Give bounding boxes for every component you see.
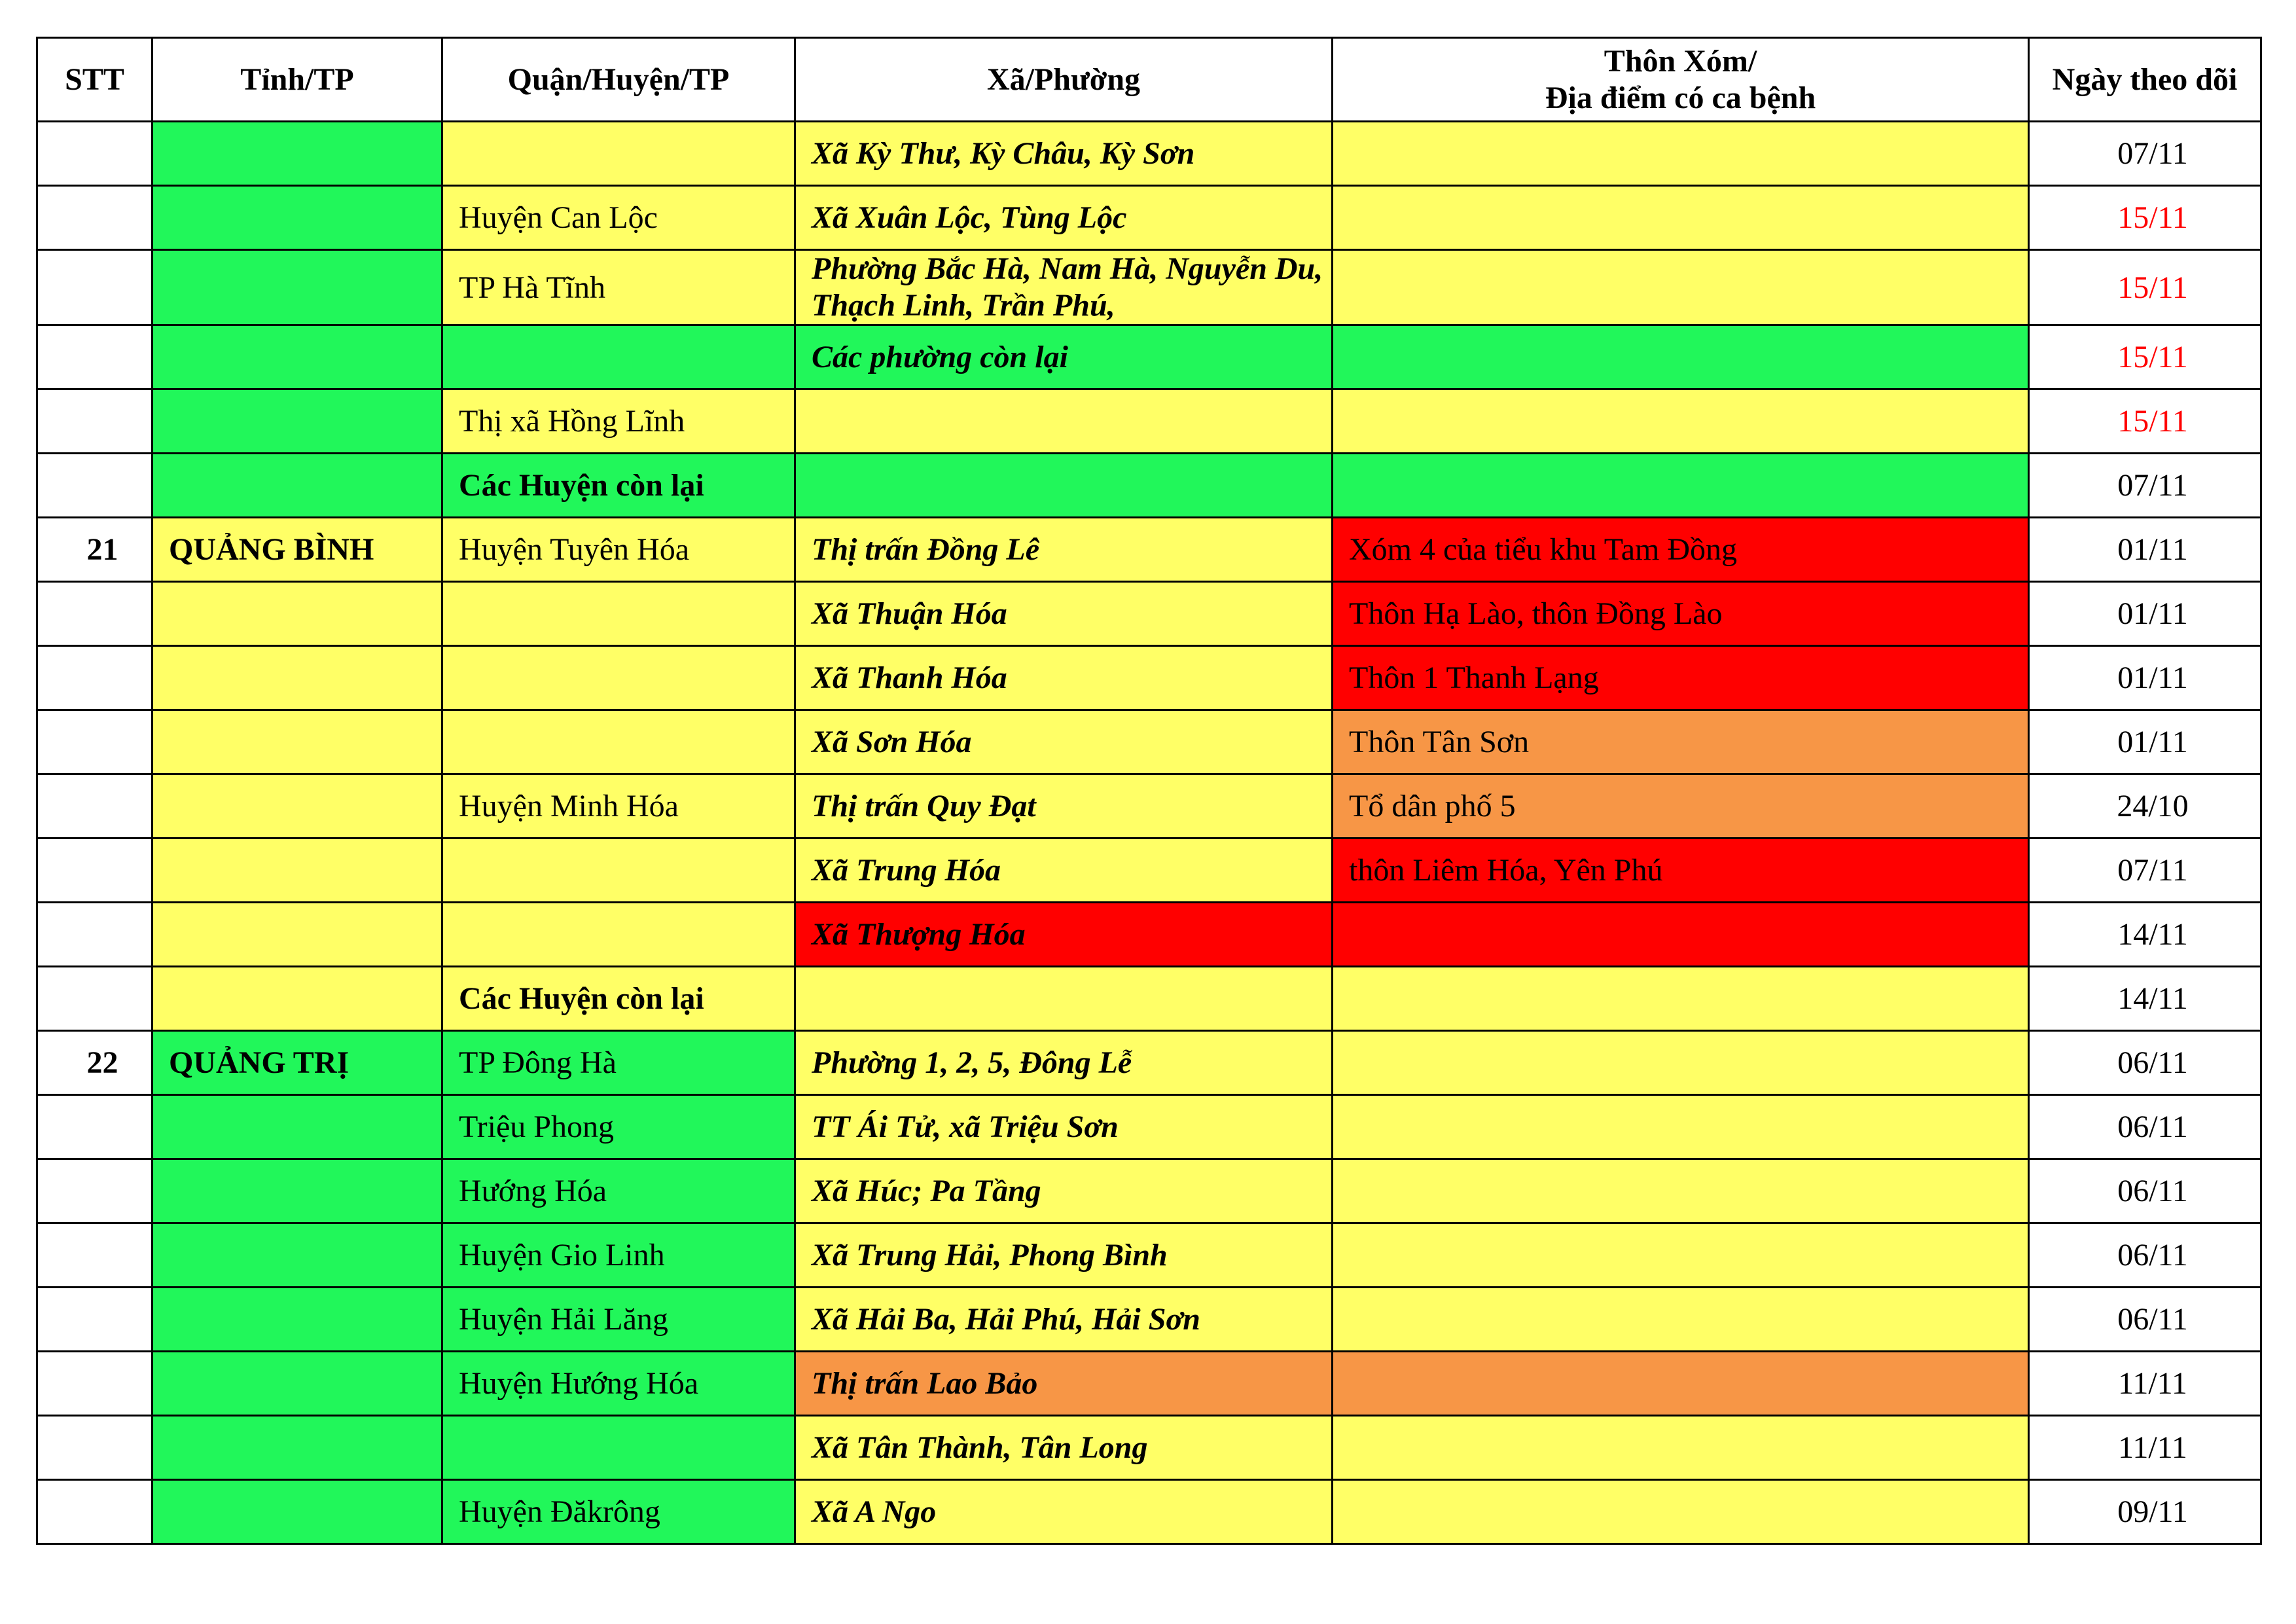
cell-province (152, 122, 442, 186)
cell-hamlet (1333, 1095, 2029, 1159)
cell-stt (37, 186, 152, 250)
cell-hamlet (1333, 122, 2029, 186)
cell-stt (37, 122, 152, 186)
cell-district (442, 903, 795, 967)
cell-hamlet (1333, 1352, 2029, 1416)
cell-province (152, 774, 442, 839)
cell-province (152, 1352, 442, 1416)
cell-stt (37, 250, 152, 325)
cell-ward: Thị trấn Đồng Lê (795, 518, 1333, 582)
cell-hamlet: Thôn Tân Sơn (1333, 710, 2029, 774)
table-row (37, 186, 2261, 250)
cell-district (442, 1416, 795, 1480)
cell-district (442, 646, 795, 710)
cell-stt (37, 1288, 152, 1352)
cell-ward: Xã Tân Thành, Tân Long (795, 1416, 1333, 1480)
cell-date: 15/11 (2029, 389, 2261, 454)
table-row (37, 582, 2261, 646)
cell-district: Huyện Can Lộc (442, 186, 795, 250)
cell-stt (37, 646, 152, 710)
cell-date: 07/11 (2029, 839, 2261, 903)
cell-date: 11/11 (2029, 1416, 2261, 1480)
cell-province (152, 582, 442, 646)
cell-stt (37, 1480, 152, 1544)
cell-ward: Các phường còn lại (795, 325, 1333, 389)
cell-province (152, 389, 442, 454)
cell-stt (37, 1352, 152, 1416)
cell-hamlet (1333, 1480, 2029, 1544)
cell-ward: Phường Bắc Hà, Nam Hà, Nguyễn Du, Thạch Linh, Trần Phú, (795, 250, 1333, 325)
cell-province (152, 186, 442, 250)
table-row (37, 1159, 2261, 1223)
cell-date: 06/11 (2029, 1031, 2261, 1095)
cell-ward: Xã Xuân Lộc, Tùng Lộc (795, 186, 1333, 250)
cell-stt (37, 389, 152, 454)
cell-district: Huyện Minh Hóa (442, 774, 795, 839)
cell-date: 09/11 (2029, 1480, 2261, 1544)
cell-stt (37, 1095, 152, 1159)
cell-hamlet: Tổ dân phố 5 (1333, 774, 2029, 839)
cell-stt: 21 (37, 518, 152, 582)
cell-hamlet (1333, 454, 2029, 518)
cell-stt (37, 1223, 152, 1288)
cell-province (152, 1480, 442, 1544)
cell-ward (795, 967, 1333, 1031)
cell-district: Hướng Hóa (442, 1159, 795, 1223)
cell-district: Các Huyện còn lại (442, 454, 795, 518)
table-row (37, 1352, 2261, 1416)
cell-district (442, 582, 795, 646)
cell-ward: Xã Sơn Hóa (795, 710, 1333, 774)
cell-hamlet (1333, 389, 2029, 454)
cell-hamlet (1333, 1416, 2029, 1480)
cell-province (152, 710, 442, 774)
cell-province (152, 250, 442, 325)
header-hamlet-line2: Địa điểm có ca bệnh (1545, 80, 1816, 115)
table-row (37, 1031, 2261, 1095)
cell-province (152, 325, 442, 389)
cell-district: Huyện Gio Linh (442, 1223, 795, 1288)
cell-hamlet: thôn Liêm Hóa, Yên Phú (1333, 839, 2029, 903)
header-date: Ngày theo dõi (2029, 38, 2261, 122)
cell-district: TP Đông Hà (442, 1031, 795, 1095)
cell-province (152, 1223, 442, 1288)
cell-province: QUẢNG TRỊ (152, 1031, 442, 1095)
table-row (37, 774, 2261, 839)
cell-ward: Xã Trung Hải, Phong Bình (795, 1223, 1333, 1288)
cell-ward: TT Ái Tử, xã Triệu Sơn (795, 1095, 1333, 1159)
cell-province (152, 1288, 442, 1352)
header-district: Quận/Huyện/TP (442, 38, 795, 122)
cell-province (152, 903, 442, 967)
cell-hamlet: Thôn Hạ Lào, thôn Đồng Lào (1333, 582, 2029, 646)
cell-district: TP Hà Tĩnh (442, 250, 795, 325)
cell-stt (37, 903, 152, 967)
cell-date: 06/11 (2029, 1223, 2261, 1288)
cell-date: 07/11 (2029, 122, 2261, 186)
cell-district (442, 325, 795, 389)
cell-stt (37, 1159, 152, 1223)
table-row (37, 325, 2261, 389)
header-row (37, 38, 2261, 122)
cell-district: Huyện Hải Lăng (442, 1288, 795, 1352)
cell-stt (37, 774, 152, 839)
cell-hamlet (1333, 325, 2029, 389)
cell-province: QUẢNG BÌNH (152, 518, 442, 582)
cell-stt (37, 454, 152, 518)
cell-date: 06/11 (2029, 1095, 2261, 1159)
cell-date: 06/11 (2029, 1288, 2261, 1352)
cell-date: 01/11 (2029, 582, 2261, 646)
cell-district (442, 122, 795, 186)
cell-ward: Xã Trung Hóa (795, 839, 1333, 903)
cell-province (152, 839, 442, 903)
cell-date: 11/11 (2029, 1352, 2261, 1416)
cell-stt (37, 325, 152, 389)
cell-hamlet (1333, 1031, 2029, 1095)
cell-province (152, 454, 442, 518)
cell-ward: Phường 1, 2, 5, Đông Lễ (795, 1031, 1333, 1095)
cell-date: 15/11 (2029, 186, 2261, 250)
cell-district: Các Huyện còn lại (442, 967, 795, 1031)
cell-district: Huyện Tuyên Hóa (442, 518, 795, 582)
cell-date: 14/11 (2029, 967, 2261, 1031)
table-row (37, 1480, 2261, 1544)
cell-ward: Xã Thượng Hóa (795, 903, 1333, 967)
cell-district (442, 710, 795, 774)
cell-date: 07/11 (2029, 454, 2261, 518)
cell-province (152, 967, 442, 1031)
header-province: Tỉnh/TP (152, 38, 442, 122)
risk-level-table (36, 37, 2262, 1545)
cell-hamlet (1333, 1159, 2029, 1223)
cell-ward: Xã Thuận Hóa (795, 582, 1333, 646)
cell-ward: Thị trấn Lao Bảo (795, 1352, 1333, 1416)
table-row (37, 1095, 2261, 1159)
table-row (37, 518, 2261, 582)
cell-hamlet (1333, 1223, 2029, 1288)
cell-ward: Xã Thanh Hóa (795, 646, 1333, 710)
cell-district: Huyện Hướng Hóa (442, 1352, 795, 1416)
table-row (37, 122, 2261, 186)
cell-stt (37, 710, 152, 774)
cell-date: 01/11 (2029, 710, 2261, 774)
cell-date: 15/11 (2029, 325, 2261, 389)
cell-district: Thị xã Hồng Lĩnh (442, 389, 795, 454)
cell-stt: 22 (37, 1031, 152, 1095)
table-row (37, 454, 2261, 518)
header-hamlet-line1: Thôn Xóm/ (1604, 43, 1757, 79)
table-row (37, 967, 2261, 1031)
cell-stt (37, 1416, 152, 1480)
cell-ward (795, 454, 1333, 518)
cell-ward (795, 389, 1333, 454)
table-row (37, 1416, 2261, 1480)
table-row (37, 250, 2261, 325)
cell-ward: Thị trấn Quy Đạt (795, 774, 1333, 839)
cell-hamlet: Thôn 1 Thanh Lạng (1333, 646, 2029, 710)
cell-date: 15/11 (2029, 250, 2261, 325)
cell-stt (37, 967, 152, 1031)
cell-hamlet (1333, 903, 2029, 967)
cell-date: 14/11 (2029, 903, 2261, 967)
table-row (37, 646, 2261, 710)
table-row (37, 1223, 2261, 1288)
cell-hamlet (1333, 250, 2029, 325)
header-stt: STT (37, 38, 152, 122)
table-row (37, 389, 2261, 454)
cell-hamlet (1333, 967, 2029, 1031)
cell-ward: Xã A Ngo (795, 1480, 1333, 1544)
cell-district: Triệu Phong (442, 1095, 795, 1159)
cell-province (152, 1416, 442, 1480)
cell-ward: Xã Kỳ Thư, Kỳ Châu, Kỳ Sơn (795, 122, 1333, 186)
cell-date: 24/10 (2029, 774, 2261, 839)
cell-district: Huyện Đăkrông (442, 1480, 795, 1544)
table-row (37, 903, 2261, 967)
cell-ward: Xã Húc; Pa Tầng (795, 1159, 1333, 1223)
cell-hamlet (1333, 186, 2029, 250)
cell-hamlet: Xóm 4 của tiểu khu Tam Đồng (1333, 518, 2029, 582)
cell-date: 01/11 (2029, 646, 2261, 710)
cell-stt (37, 582, 152, 646)
cell-date: 06/11 (2029, 1159, 2261, 1223)
cell-hamlet (1333, 1288, 2029, 1352)
cell-province (152, 1095, 442, 1159)
cell-date: 01/11 (2029, 518, 2261, 582)
table-row (37, 839, 2261, 903)
header-ward: Xã/Phường (795, 38, 1333, 122)
table-row (37, 710, 2261, 774)
header-hamlet (1333, 38, 2029, 122)
cell-stt (37, 839, 152, 903)
cell-province (152, 1159, 442, 1223)
table-row (37, 1288, 2261, 1352)
cell-district (442, 839, 795, 903)
cell-province (152, 646, 442, 710)
cell-ward: Xã Hải Ba, Hải Phú, Hải Sơn (795, 1288, 1333, 1352)
